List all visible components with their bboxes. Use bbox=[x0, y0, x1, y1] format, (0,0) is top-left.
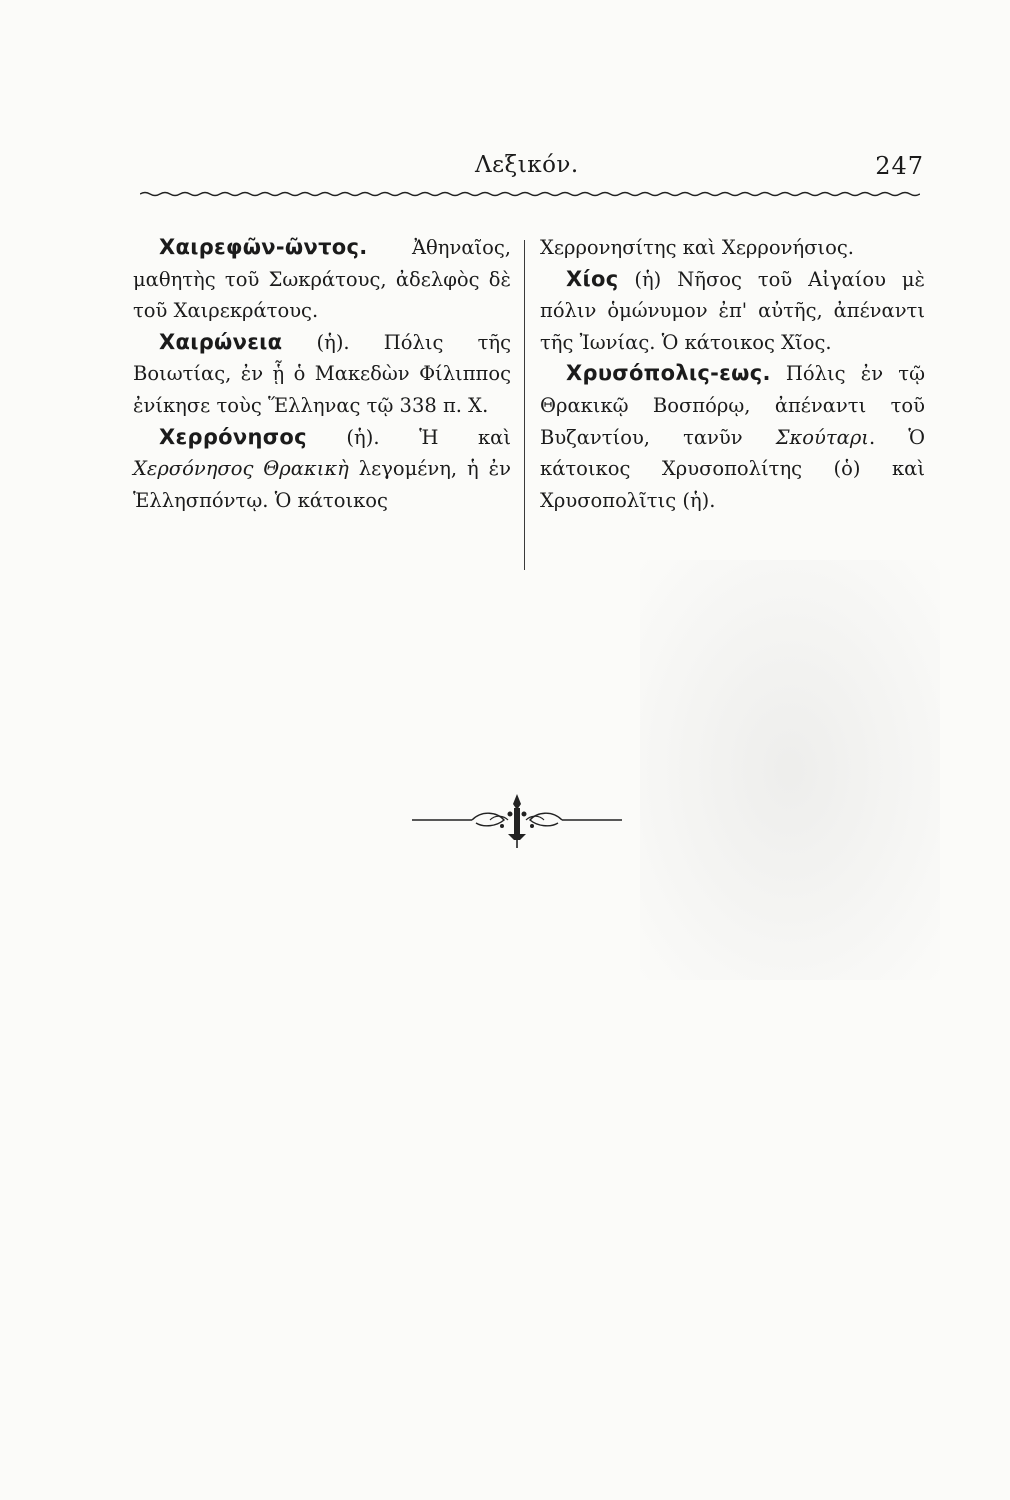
entry-chios bbox=[540, 264, 925, 359]
show-through-shadow bbox=[640, 560, 940, 980]
entry-chairephon bbox=[133, 232, 511, 327]
running-header bbox=[140, 152, 930, 192]
entry-headword: Χαιρώνεια bbox=[159, 329, 283, 354]
entry-headword: Χερρόνησος bbox=[159, 424, 307, 449]
entry-headword: Χαιρεφῶν-ῶντος. bbox=[159, 235, 368, 259]
page-number: 247 bbox=[875, 152, 924, 180]
entry-definition: Πόλις ἐν τῷ Θρακικῷ Βοσπόρῳ, ἀπέναντι τοῦ Βυζαντίου, τανῦν bbox=[540, 362, 925, 449]
entry-chrysopolis bbox=[540, 358, 925, 516]
right-column bbox=[540, 232, 925, 516]
entry-chaironeia bbox=[133, 327, 511, 422]
entry-definition: (ἡ). Ἡ καὶ bbox=[306, 425, 511, 449]
entry-cherronesos bbox=[133, 422, 511, 517]
left-column bbox=[133, 232, 511, 516]
entry-definition: Χερρονησίτης καὶ Χερρονήσιος. bbox=[540, 236, 854, 259]
entry-headword: Χρυσόπολις-εως. bbox=[566, 361, 771, 386]
fleuron-ornament-icon bbox=[412, 790, 622, 850]
wavy-rule-icon bbox=[140, 190, 920, 198]
entry-continuation bbox=[540, 232, 925, 264]
column-divider bbox=[524, 240, 525, 570]
entry-definition: (ἡ). Πόλις τῆς Βοιωτίας, ἐν ᾗ ὁ Μακεδὼν Φίλιππος ἐνίκησε τοὺς Ἕλληνας τῷ 338 π. Χ. bbox=[133, 330, 511, 417]
entry-definition: (ἡ) Νῆσος τοῦ Αἰγαίου μὲ πόλιν ὁμώνυμον ἐπ' αὐτῆς, ἀπέναντι τῆς Ἰωνίας. Ὁ κάτοικος Χῖος. bbox=[540, 267, 925, 354]
entry-italic-term: Σκούταρι bbox=[775, 425, 869, 449]
entry-definition: . Ὁ κάτοικος Χρυσοπολίτης (ὁ) καὶ Χρυσοπολῖτις (ἡ). bbox=[540, 425, 926, 512]
entry-definition: λεγομένη, ἡ ἐν Ἑλλησπόντῳ. Ὁ κάτοικος bbox=[133, 457, 511, 512]
entry-headword: Χίος bbox=[566, 266, 619, 291]
entry-definition: Ἀθηναῖος, μαθητὴς τοῦ Σωκράτους, ἀδελφὸς δὲ τοῦ Χαιρεκράτους. bbox=[133, 236, 511, 323]
header-title: Λεξικόν. bbox=[475, 152, 579, 178]
entry-italic-term: Χερσόνησος Θρακικὴ bbox=[133, 457, 349, 481]
